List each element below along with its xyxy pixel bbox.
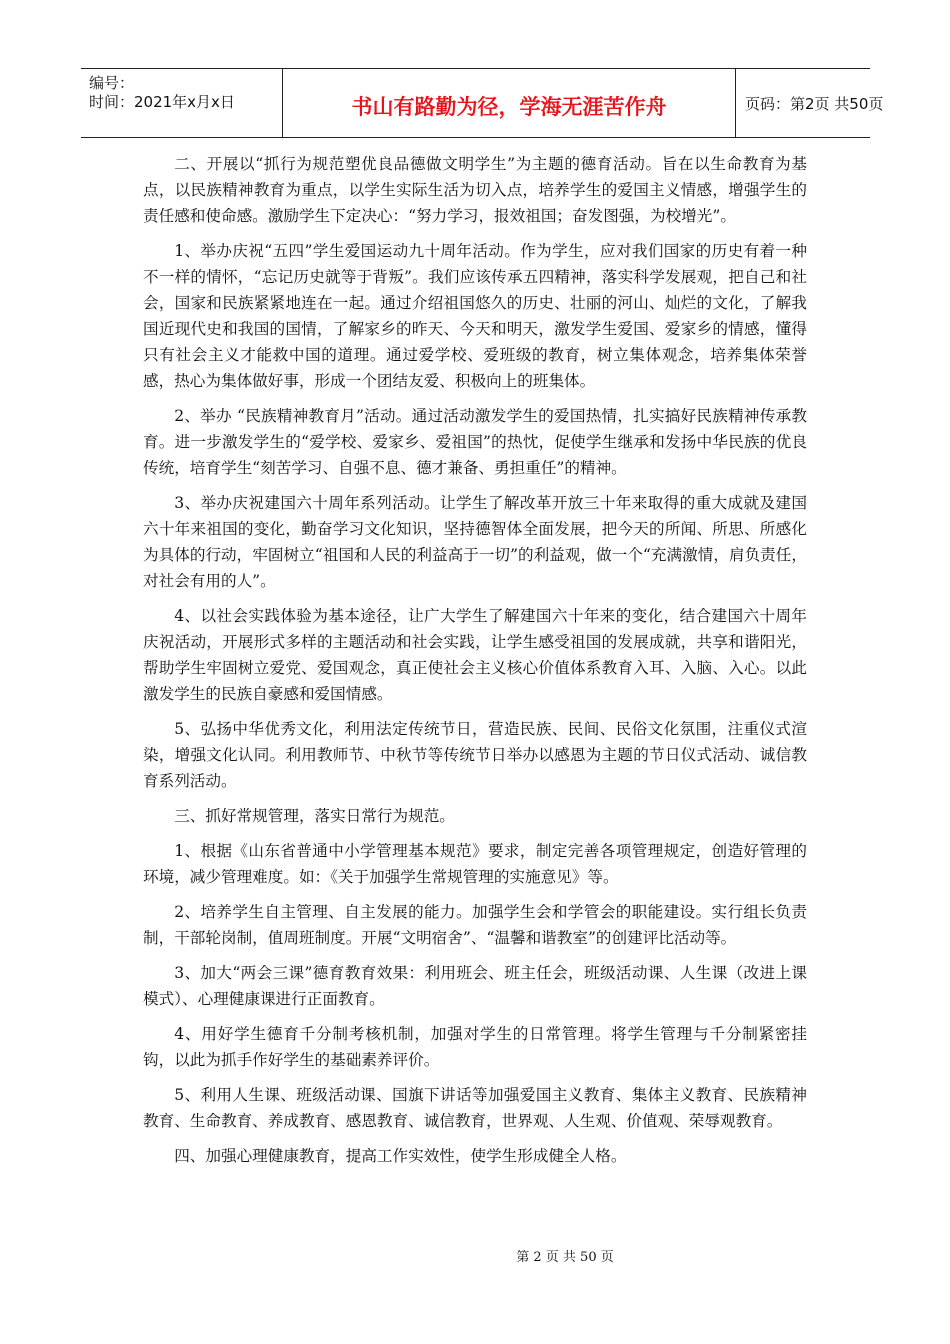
paragraph: 二、开展以“抓行为规范塑优良品德做文明学生”为主题的德育活动。旨在以生命教育为基点，以民族精神教育为重点，以学生实际生活为切入点，培养学生的爱国主义情感，增强学生的责任感和使命感。激励学生下定决心：“努力学习，报效祖国；奋发图强，为校增光”。 <box>143 155 807 225</box>
paragraph: 5、弘扬中华优秀文化，利用法定传统节日，营造民族、民间、民俗文化氛围，注重仪式渲染，增强文化认同。利用教师节、中秋节等传统节日举办以感恩为主题的节日仪式活动、诚信教育系列活动。 <box>143 720 807 790</box>
paragraph: 3、举办庆祝建国六十周年系列活动。让学生了解改革开放三十年来取得的重大成就及建国六十年来祖国的变化，勤奋学习文化知识，坚持德智体全面发展，把今天的所闻、所思、所感化为具体的行动，牢固树立“祖国和人民的利益高于一切”的利益观，做一个“充满激情，肩负责任，对社会有用的人”。 <box>143 494 807 590</box>
document-time-label: 时间：2021年x月x日 <box>89 93 235 111</box>
document-number-label: 编号： <box>89 74 135 92</box>
motto-text: 书山有路勤为径，学海无涯苦作舟 <box>351 95 667 119</box>
page-code-label: 页码：第2页 共50页 <box>745 95 884 113</box>
paragraph: 2、举办 “民族精神教育月”活动。通过活动激发学生的爱国热情，扎实搞好民族精神传承教育。进一步激发学生的“爱学校、爱家乡、爱祖国”的热忱，促使学生继承和发扬中华民族的优良传统，培育学生“刻苦学习、自强不息、德才兼备、勇担重任”的精神。 <box>143 407 807 477</box>
page-footer <box>0 1246 950 1265</box>
paragraph: 2、培养学生自主管理、自主发展的能力。加强学生会和学管会的职能建设。实行组长负责制，干部轮岗制，值周班制度。开展“文明宿舍”、“温馨和谐教室”的创建评比活动等。 <box>143 903 807 947</box>
paragraph: 4、以社会实践体验为基本途径，让广大学生了解建国六十年来的变化，结合建国六十周年庆祝活动，开展形式多样的主题活动和社会实践，让学生感受祖国的发展成就，共享和谐阳光，帮助学生牢固树立爱党、爱国观念，真正使社会主义核心价值体系教育入耳、入脑、入心。以此激发学生的民族自豪感和爱国情感。 <box>143 607 807 703</box>
document-header <box>81 68 884 138</box>
header-info-cell <box>81 69 283 137</box>
section-heading: 三、抓好常规管理，落实日常行为规范。 <box>174 807 455 825</box>
paragraph: 1、举办庆祝“五四”学生爱国运动九十周年活动。作为学生，应对我们国家的历史有着一种不一样的情怀，“忘记历史就等于背叛”。我们应该传承五四精神，落实科学发展观，把自己和社会，国家和民族紧紧地连在一起。通过介绍祖国悠久的历史、壮丽的河山、灿烂的文化，了解我国近现代史和我国的国情，了解家乡的昨天、今天和明天，激发学生爱国、爱家乡的情感，懂得只有社会主义才能救中国的道理。通过爱学校、爱班级的教育，树立集体观念，培养集体荣誉感，热心为集体做好事，形成一个团结友爱、积极向上的班集体。 <box>143 242 807 390</box>
header-motto-cell <box>283 69 736 137</box>
paragraph: 3、加大“两会三课”德育教育效果：利用班会、班主任会，班级活动课、人生课（改进上课模式）、心理健康课进行正面教育。 <box>143 964 807 1008</box>
header-page-cell <box>736 69 884 137</box>
footer-page-number: 第 2 页 共 50 页 <box>516 1250 614 1265</box>
section-heading: 四、加强心理健康教育，提高工作实效性，使学生形成健全人格。 <box>174 1147 627 1165</box>
paragraph: 1、根据《山东省普通中小学管理基本规范》要求，制定完善各项管理规定，创造好管理的环境，减少管理难度。如：《关于加强学生常规管理的实施意见》等。 <box>143 842 807 886</box>
document-body <box>143 151 807 1178</box>
paragraph: 4、用好学生德育千分制考核机制，加强对学生的日常管理。将学生管理与千分制紧密挂钩，以此为抓手作好学生的基础素养评价。 <box>143 1025 807 1069</box>
paragraph: 5、利用人生课、班级活动课、国旗下讲话等加强爱国主义教育、集体主义教育、民族精神教育、生命教育、养成教育、感恩教育、诚信教育，世界观、人生观、价值观、荣辱观教育。 <box>143 1086 807 1130</box>
